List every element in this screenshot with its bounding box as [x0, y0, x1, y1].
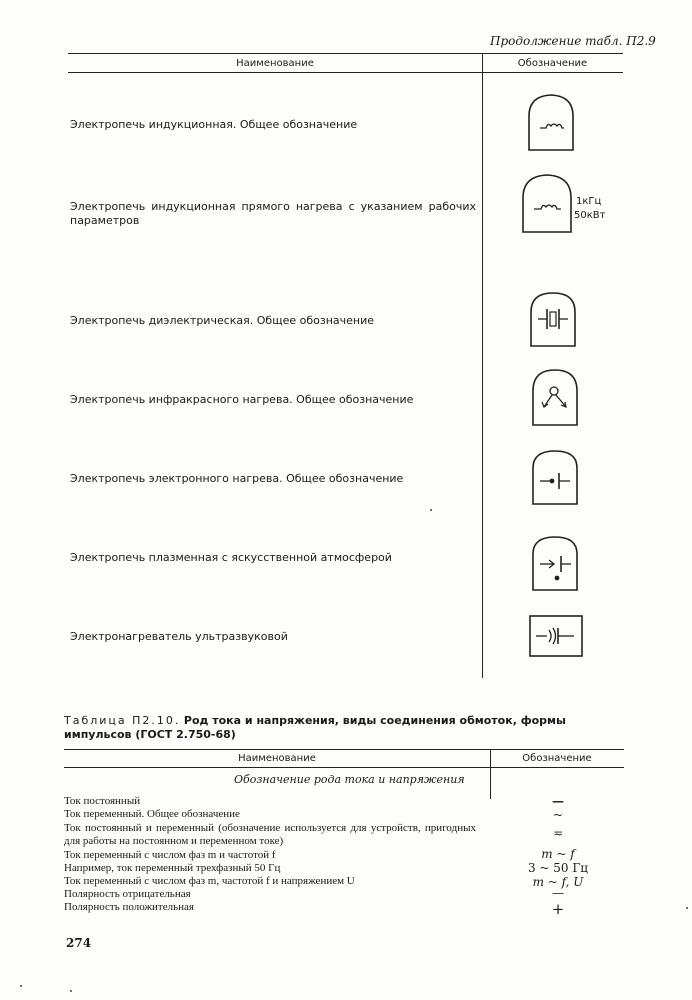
- symbol-ac: ~: [552, 808, 564, 822]
- table1-top-rule: [68, 53, 623, 54]
- table2-row-7: Полярность отрицательная: [64, 888, 191, 900]
- induction-furnace-icon: [526, 92, 576, 152]
- scan-speck: [20, 985, 22, 987]
- symbol-dc: —: [552, 794, 564, 808]
- table1-row-2: Электропечь индукционная прямого нагрева с указанием рабочих параметров: [70, 200, 476, 227]
- table1-row-4: Электропечь инфракрасного нагрева. Общее обозначение: [70, 393, 414, 406]
- table1-row-1: Электропечь индукционная. Общее обозначение: [70, 118, 358, 131]
- table2-header-rule: [64, 767, 624, 768]
- table2-header-name: Наименование: [238, 753, 316, 764]
- table2-row-6: Ток переменный с числом фаз m, частотой f и напряжением U: [64, 875, 355, 887]
- symbol-positive: +: [551, 900, 565, 918]
- infrared-furnace-icon: [530, 367, 580, 427]
- table2-caption-title: Род тока и напряжения, виды соединения обмоток, формы импульсов (ГОСТ 2.750-68): [64, 714, 566, 741]
- ultrasonic-heater-icon: [528, 614, 584, 658]
- scan-speck: [70, 990, 72, 992]
- electron-furnace-icon: [530, 448, 580, 506]
- plasma-furnace-icon: [530, 534, 580, 592]
- table1-header-name: Наименование: [236, 58, 314, 69]
- symbol-phases-frequency: m ~ f: [541, 847, 575, 861]
- symbol-ac-dc: ≂: [552, 826, 564, 840]
- table2-subheader: Обозначение рода тока и напряжения: [234, 773, 465, 786]
- table2-header-symbol: Обозначение: [522, 753, 592, 764]
- table2-row-5: Например, ток переменный трехфазный 50 Гц: [64, 862, 281, 874]
- scan-speck: [430, 509, 432, 511]
- table2-caption-prefix: Таблица П2.10.: [64, 714, 181, 727]
- table2-row-1: Ток постоянный: [64, 795, 141, 807]
- symbol-negative: —: [552, 886, 564, 900]
- page-number: 274: [66, 936, 92, 950]
- symbol-three-phase-50hz: 3 ~ 50 Гц: [527, 861, 589, 875]
- table2-row-8: Полярность положительная: [64, 901, 194, 913]
- table1-row-7: Электронагреватель ультразвуковой: [70, 630, 288, 643]
- table2-row-4: Ток переменный с числом фаз m и частотой f: [64, 849, 276, 861]
- scan-speck: [686, 907, 688, 909]
- param-power: 50кВт: [574, 210, 606, 221]
- param-frequency: 1кГц: [576, 196, 602, 207]
- table1-header-rule: [68, 72, 623, 73]
- induction-direct-furnace-icon: [520, 172, 620, 234]
- table1-header-symbol: Обозначение: [517, 58, 588, 69]
- table2-caption: [64, 714, 624, 742]
- table2-row-3: Ток постоянный и переменный (обозначение используется для устройств, пригодных для работы на постоянном и переменном токе): [64, 822, 476, 847]
- table1-row-6: Электропечь плазменная с яскусственной атмосферой: [70, 551, 392, 564]
- table1-row-5: Электропечь электронного нагрева. Общее обозначение: [70, 472, 404, 485]
- table2-top-rule: [64, 749, 624, 750]
- dielectric-furnace-icon: [528, 290, 578, 348]
- continuation-label: Продолжение табл. П2.9: [490, 34, 656, 48]
- table1-column-divider: [482, 53, 483, 678]
- table2-row-2: Ток переменный. Общее обозначение: [64, 808, 240, 820]
- table1-row-3: Электропечь диэлектрическая. Общее обозначение: [70, 314, 374, 327]
- symbol-phases-frequency-voltage: m ~ f, U: [532, 875, 584, 889]
